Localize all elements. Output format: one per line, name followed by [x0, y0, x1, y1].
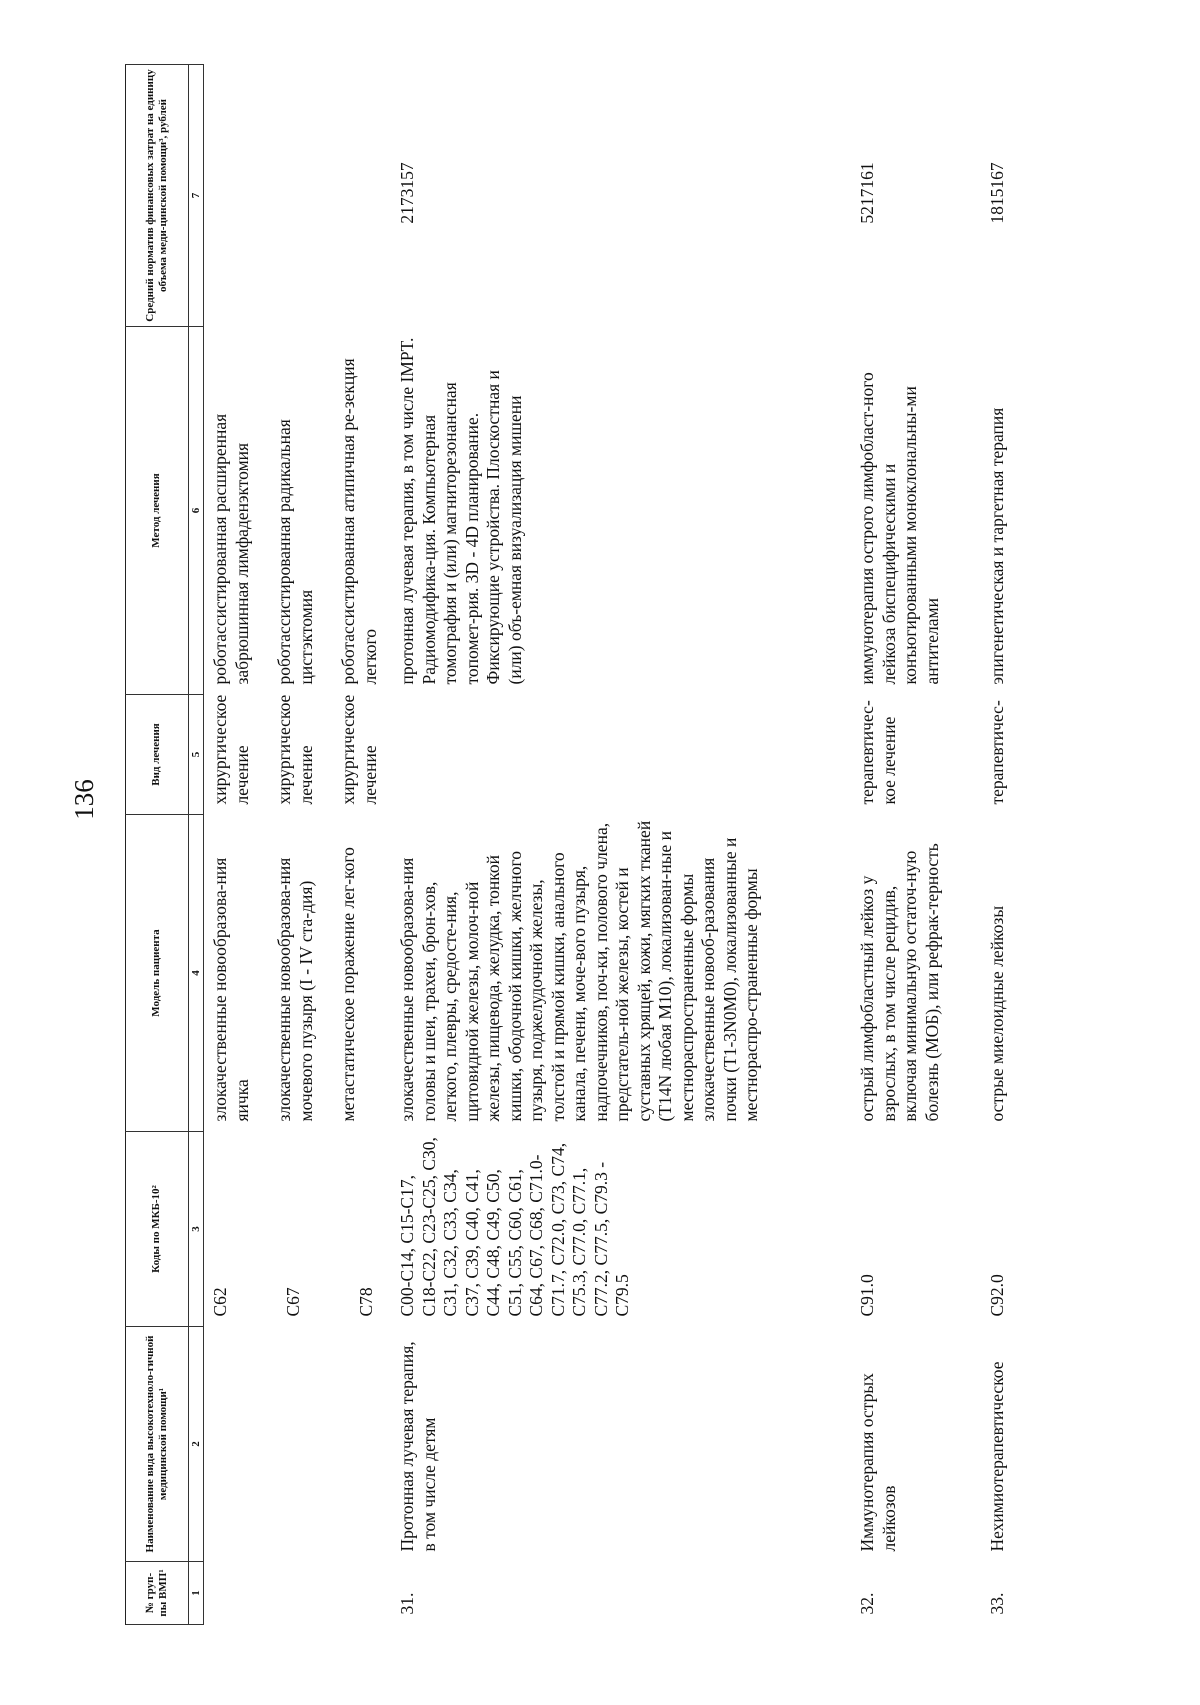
header-icd-codes: Коды по МКБ-10²: [126, 1132, 189, 1327]
treatment-type: хирургическое лечение: [338, 694, 380, 805]
column-number: 3: [189, 1132, 204, 1327]
group-number: 31.: [397, 1592, 418, 1615]
vmp-table: [125, 64, 1051, 1625]
treatment-types: [204, 695, 392, 815]
treatment-method: роботассистированная расширенная забрюшинная лимфаденэктомия: [210, 413, 252, 685]
treatment-type: хирургическое лечение: [210, 694, 252, 805]
treatment-type: терапевтичес-: [987, 700, 1008, 805]
average-cost: 5217161: [857, 162, 878, 224]
patient-model: злокачественные новообразова-ния мочевого пузыря (I - IV ста-дия): [274, 857, 316, 1122]
table-row: [981, 65, 1051, 1625]
icd-code: C67: [283, 1287, 303, 1317]
column-number-row: [189, 65, 204, 1625]
header-patient-model: Модель пациента: [126, 815, 189, 1132]
header-vmp-name: Наименование вида высокотехноло-гичной медицинской помощи¹: [126, 1327, 189, 1562]
header-group-number: № груп-пы ВМП¹: [126, 1562, 189, 1625]
vmp-name: [204, 1327, 392, 1562]
column-number: 2: [189, 1327, 204, 1562]
column-number: 4: [189, 815, 204, 1132]
icd-code: C62: [210, 1287, 230, 1317]
patient-models: [204, 815, 392, 1132]
column-number: 5: [189, 695, 204, 815]
patient-model: метастатическое поражение лег-кого: [338, 847, 358, 1122]
rotated-page: [125, 65, 1185, 1625]
icd-codes: C92.0: [987, 1274, 1008, 1317]
vmp-name: Иммунотерапия острых лейкозов: [857, 1373, 899, 1552]
patient-model: острые миелоидные лейкозы: [987, 905, 1008, 1122]
table-row: [851, 65, 981, 1625]
patient-model: злокачественные новообразова-ния головы и шеи, трахеи, брон-хов, легкого, плевры, средосте-ния, щитовидной железы, молоч-ной железы, пищевода, желудка, тонкой кишки, ободочной кишки, желчного пузыря, поджелудочной железы, толстой и прямой кишки, анального канала, печени, моче-вого пузыря, надпочечников, поч-ки, полового члена, предстатель-ной железы, костей и суставных хрящей, кожи, мягких тканей (T14N любая M10), локализован-ные и местнораспространенные формы злокачественные новооб-разования почки (T1-3N0M0), локализованные и местнораспро-страненные формы: [397, 820, 762, 1122]
table-row: [204, 65, 392, 1625]
column-number: 7: [189, 65, 204, 327]
header-treatment-method: Метод лечения: [126, 327, 189, 695]
treatment-type: хирургическое лечение: [274, 694, 316, 805]
group-number: [204, 1562, 392, 1625]
group-number: 33.: [987, 1592, 1008, 1615]
icd-code: C78: [356, 1287, 376, 1317]
treatment-method: иммунотерапия острого лимфобласт-ного лейкоза биспецифическими и конъюгированными моноклональны-ми антителами: [857, 372, 942, 685]
table-row: [391, 65, 851, 1625]
column-number: 1: [189, 1562, 204, 1625]
treatment-type: терапевтичес-кое лечение: [857, 700, 899, 805]
icd-codes: [204, 1132, 392, 1327]
treatment-method: роботассистированная атипичная ре-зекция легкого: [338, 358, 380, 685]
header-treatment-type: Вид лечения: [126, 695, 189, 815]
treatment-method: протонная лучевая терапия, в том числе IMPT. Радиомодифика-ция. Компьютерная томография и (или) магниторезонансная топомет-рия. 3D - 4D планирование. Фиксирующие устройства. Плоскостная и (или) объ-емная визуализация мишени: [397, 337, 525, 685]
icd-codes: C00-C14, C15-C17, C18-C22, C23-C25, C30, C31, C32, C33, C34, C37, C39, C40, C41, C44, C48, C49, C50, C51, C55, C60, C61, C64, C67, C68, C71.0-C71.7, C72.0, C73, C74, C75.3, C77.0, C77.1, C77.2, C77.5, C79.3 - C79.5: [397, 1137, 633, 1317]
vmp-name: Протонная лучевая терапия, в том числе детям: [397, 1341, 439, 1552]
group-number: 32.: [857, 1592, 878, 1615]
header-row: [126, 65, 189, 1625]
column-number: 6: [189, 327, 204, 695]
average-cost: [204, 65, 392, 327]
treatment-method: эпигенетическая и таргетная терапия: [987, 407, 1008, 685]
patient-model: острый лимфобластный лейкоз у взрослых, в том числе рецидив, включая минимальную остаточ-ную болезнь (МОБ), или рефрак-терность: [857, 843, 942, 1122]
patient-model: злокачественные новообразова-ния яичка: [210, 857, 252, 1122]
vmp-name: Нехимиотерапевтическое: [987, 1361, 1008, 1552]
average-cost: 1815167: [987, 162, 1008, 224]
page-number: 136: [68, 779, 99, 820]
average-cost: 2173157: [397, 162, 418, 224]
treatment-methods: [204, 327, 392, 695]
icd-codes: C91.0: [857, 1274, 878, 1317]
treatment-method: роботассистированная радикальная цистэктомия: [274, 419, 316, 685]
treatment-type: [391, 695, 851, 815]
header-average-cost: Средний норматив финансовых затрат на единицу объема меди-цинской помощи³, рублей: [126, 65, 189, 327]
